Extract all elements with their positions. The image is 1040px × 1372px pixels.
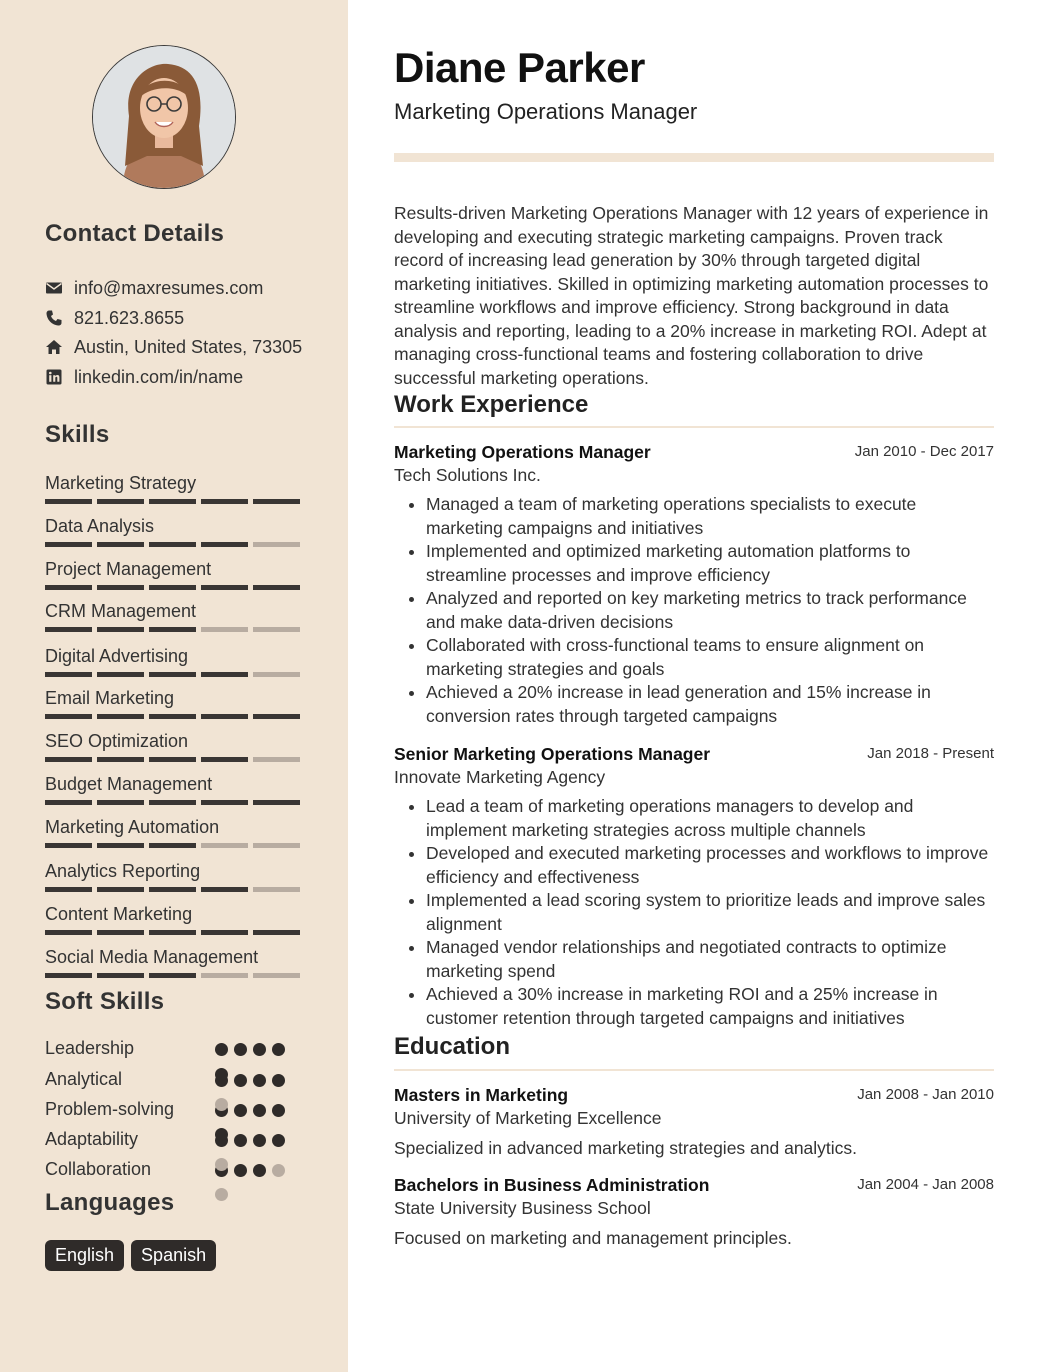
rating-dot [215,1188,228,1201]
rating-dot [215,1098,228,1111]
work-experience-heading: Work Experience [394,391,589,418]
contact-heading: Contact Details [45,220,225,247]
skill-label: Analytics Reporting [45,861,201,881]
school-name: State University Business School [394,1198,651,1218]
skill-label: SEO Optimization [45,731,189,751]
skill-label: Marketing Strategy [45,473,197,493]
skill-level-bar [45,800,305,805]
skill-item [45,472,305,504]
education-description: Focused on marketing and management principles. [394,1228,792,1248]
skill-item [45,515,305,547]
education-entry [394,1174,994,1250]
skills-heading: Skills [45,421,110,448]
soft-skill-item [45,1038,305,1062]
job-bullet: • Developed and executed marketing processes and workflows to improve efficiency and effectiveness [426,842,994,889]
linkedin-icon [45,368,63,386]
skill-item [45,645,305,677]
rating-dot [215,1128,228,1141]
profile-summary: Results-driven Marketing Operations Manager with 12 years of experience in developing and executing strategic marketing campaigns. Proven track record of increasing lead generation by 30% through targeted digital marketing initiatives. Skilled in optimizing marketing automation processes to streamline workflows and improve efficiency. Strong background in data analysis and reporting, leading to a 20% increase in marketing ROI. Adept at managing cross-functional teams and fostering collaboration to drive successful marketing operations. [394,203,989,388]
soft-skill-label: Leadership [45,1038,135,1058]
skill-level-bar [45,672,305,677]
soft-skill-item [45,1099,305,1123]
soft-skill-item [45,1069,305,1093]
job-title: Senior Marketing Operations Manager [394,744,711,764]
job-bullets [394,493,994,728]
job-entry [394,743,994,1030]
job-dates: Jan 2018 - Present [867,745,994,762]
skill-label: Digital Advertising [45,646,189,666]
section-divider [394,426,994,428]
skill-level-bar [45,714,305,719]
profile-photo [92,45,236,189]
skill-label: Social Media Management [45,947,259,967]
education-dates: Jan 2008 - Jan 2010 [857,1086,994,1103]
skill-label: Content Marketing [45,904,193,924]
contact-phone[interactable] [45,306,184,330]
soft-skills-heading: Soft Skills [45,988,165,1015]
candidate-name: Diane Parker [394,44,645,91]
rating-dot [215,1068,228,1081]
soft-skill-label: Problem-solving [45,1099,175,1119]
skill-label: Marketing Automation [45,817,220,837]
phone-icon [45,309,63,327]
job-title: Marketing Operations Manager [394,442,651,462]
skill-label: Email Marketing [45,688,175,708]
home-icon [45,338,63,356]
job-bullet: • Analyzed and reported on key marketing metrics to track performance and make data-driven decisions [426,587,994,634]
job-bullet: • Managed vendor relationships and negotiated contracts to optimize marketing spend [426,936,994,983]
job-entry [394,441,994,728]
skill-level-bar [45,542,305,547]
envelope-icon [45,279,63,297]
contact-address-text: Austin, United States, 73305 [74,336,303,357]
soft-skill-rating [215,1043,285,1056]
soft-skill-item [45,1129,305,1153]
skill-label: Project Management [45,559,212,579]
contact-email[interactable] [45,276,263,300]
skill-item [45,903,305,935]
contact-linkedin-text: linkedin.com/in/name [74,366,244,387]
skill-item [45,773,305,805]
job-bullet: • Lead a team of marketing operations managers to develop and implement marketing strategies across multiple channels [426,795,994,842]
job-dates: Jan 2010 - Dec 2017 [854,443,994,460]
skill-item [45,860,305,892]
section-divider [394,1069,994,1071]
school-name: University of Marketing Excellence [394,1108,662,1128]
language-tag-english: English [45,1240,124,1271]
education-description: Specialized in advanced marketing strategies and analytics. [394,1138,858,1158]
language-tag-spanish: Spanish [131,1240,216,1271]
main-content [348,0,1040,1372]
job-bullet: • Achieved a 20% increase in lead generation and 15% increase in conversion rates through targeted campaigns [426,681,994,728]
job-bullet: • Achieved a 30% increase in marketing ROI and a 25% increase in customer retention through targeted campaigns and initiatives [426,983,994,1030]
skill-level-bar [45,757,305,762]
job-bullets [394,795,994,1030]
degree-title: Masters in Marketing [394,1085,569,1105]
skill-level-bar [45,930,305,935]
language-tags [45,1240,216,1271]
candidate-title: Marketing Operations Manager [394,99,698,124]
skill-level-bar [45,627,305,632]
header-divider [394,153,994,162]
skill-label: CRM Management [45,601,197,621]
soft-skill-label: Analytical [45,1069,123,1089]
skill-item [45,687,305,719]
skill-item [45,946,305,978]
degree-title: Bachelors in Business Administration [394,1175,710,1195]
soft-skill-label: Collaboration [45,1159,152,1179]
job-bullet: • Managed a team of marketing operations specialists to execute marketing campaigns and initiatives [426,493,994,540]
soft-skill-label: Adaptability [45,1129,139,1149]
education-entry [394,1084,994,1160]
education-dates: Jan 2004 - Jan 2008 [857,1176,994,1193]
contact-phone-text: 821.623.8655 [74,307,185,328]
skill-item [45,600,305,632]
contact-address [45,335,302,359]
contact-email-text: info@maxresumes.com [74,277,264,298]
rating-dot [215,1158,228,1171]
job-company: Tech Solutions Inc. [394,465,541,485]
skill-label: Data Analysis [45,516,155,536]
skill-level-bar [45,973,305,978]
job-bullet: • Collaborated with cross-functional teams to ensure alignment on marketing strategies and goals [426,634,994,681]
skill-item [45,730,305,762]
education-heading: Education [394,1033,511,1060]
job-bullet: • Implemented a lead scoring system to prioritize leads and improve sales alignment [426,889,994,936]
skill-level-bar [45,887,305,892]
job-bullet: • Implemented and optimized marketing automation platforms to streamline processes and improve efficiency [426,540,994,587]
skill-level-bar [45,585,305,590]
skill-level-bar [45,843,305,848]
sidebar [0,0,348,1372]
avatar-illustration [93,46,235,188]
skill-item [45,816,305,848]
soft-skill-item [45,1159,305,1183]
languages-heading: Languages [45,1189,175,1216]
skill-label: Budget Management [45,774,213,794]
job-company: Innovate Marketing Agency [394,767,606,787]
contact-linkedin[interactable] [45,365,243,389]
skill-item [45,558,305,590]
skill-level-bar [45,499,305,504]
